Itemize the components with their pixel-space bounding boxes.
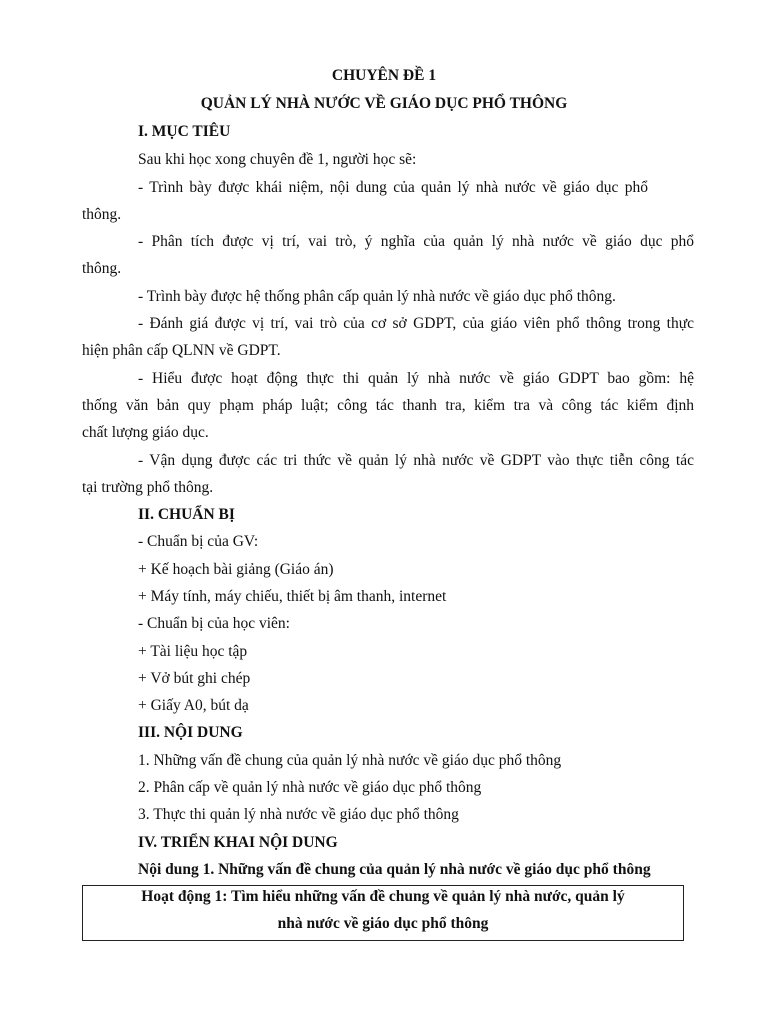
activity-1-box — [82, 885, 684, 941]
objective-5-line-1: - Hiểu được hoạt động thực thi quản lý nhà nước về giáo GDPT bao gồm: hệ — [138, 370, 694, 387]
prep-teacher-item-2: + Máy tính, máy chiếu, thiết bị âm thanh, internet — [138, 588, 447, 605]
objective-2-line-1: - Phân tích được vị trí, vai trò, ý nghĩa của quản lý nhà nước về giáo dục phổ — [138, 233, 694, 250]
prep-teacher: - Chuẩn bị của GV: — [138, 533, 259, 550]
document-title: QUẢN LÝ NHÀ NƯỚC VỀ GIÁO DỤC PHỔ THÔNG — [200, 95, 568, 112]
document-heading: CHUYÊN ĐỀ 1 — [331, 67, 437, 84]
content-item-3: 3. Thực thi quản lý nhà nước về giáo dục phổ thông — [138, 806, 459, 823]
objectives-intro: Sau khi học xong chuyên đề 1, người học sẽ: — [138, 151, 417, 168]
objective-3: - Trình bày được hệ thống phân cấp quản lý nhà nước về giáo dục phổ thông. — [138, 288, 616, 305]
section-heading-objectives: I. MỤC TIÊU — [138, 123, 231, 140]
content-1-heading: Nội dung 1. Những vấn đề chung của quản lý nhà nước về giáo dục phổ thông — [138, 861, 651, 878]
prep-learner-item-2: + Vở bút ghi chép — [138, 670, 251, 687]
objective-5-line-2: thống văn bản quy phạm pháp luật; công tác thanh tra, kiểm tra và công tác kiểm định — [82, 397, 694, 414]
objective-2-line-2: thông. — [82, 260, 122, 277]
objective-1-line-2: thông. — [82, 206, 122, 223]
objective-4-line-1: - Đánh giá được vị trí, vai trò của cơ sở GDPT, của giáo viên phổ thông trong thực — [138, 315, 694, 332]
section-heading-content: III. NỘI DUNG — [138, 724, 243, 741]
content-item-2: 2. Phân cấp về quản lý nhà nước về giáo dục phổ thông — [138, 779, 482, 796]
content-item-1: 1. Những vấn đề chung của quản lý nhà nước về giáo dục phổ thông — [138, 752, 562, 769]
objective-6-line-2: tại trường phổ thông. — [82, 479, 214, 496]
objective-6-line-1: - Vận dụng được các tri thức về quản lý nhà nước về GDPT vào thực tiễn công tác — [138, 452, 694, 469]
prep-learner-item-1: + Tài liệu học tập — [138, 643, 248, 660]
prep-learner-item-3: + Giấy A0, bút dạ — [138, 697, 249, 714]
objective-5-line-3: chất lượng giáo dục. — [82, 424, 209, 441]
section-heading-preparation: II. CHUẨN BỊ — [138, 506, 235, 523]
prep-learner: - Chuẩn bị của học viên: — [138, 615, 290, 632]
section-heading-implementation: IV. TRIỂN KHAI NỘI DUNG — [138, 834, 338, 851]
objective-1-line-1: - Trình bày được khái niệm, nội dung của quản lý nhà nước về giáo dục phổ — [138, 179, 648, 196]
objective-4-line-2: hiện phân cấp QLNN về GDPT. — [82, 342, 281, 359]
activity-1-title-line-1: Hoạt động 1: Tìm hiểu những vấn đề chung về quản lý nhà nước, quản lý — [141, 888, 625, 905]
activity-1-title-line-2: nhà nước về giáo dục phổ thông — [277, 915, 489, 932]
prep-teacher-item-1: + Kế hoạch bài giảng (Giáo án) — [138, 561, 334, 578]
